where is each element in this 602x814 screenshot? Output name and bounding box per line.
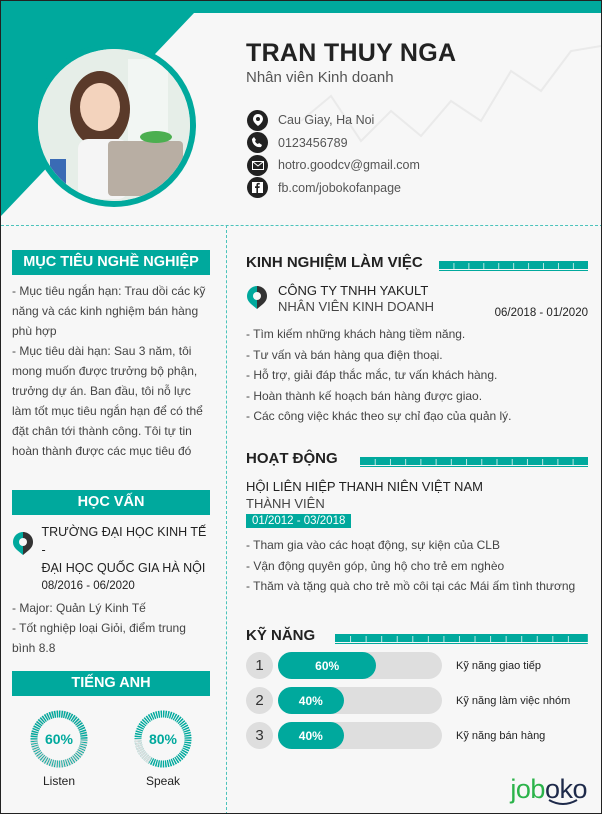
job-position: NHÂN VIÊN KINH DOANH — [278, 299, 435, 314]
column-divider — [226, 225, 227, 814]
skills-heading: KỸ NĂNG — [246, 627, 316, 644]
objective-heading: MỤC TIÊU NGHỀ NGHIỆP — [12, 250, 210, 275]
location-icon — [247, 110, 268, 131]
experience-dates: 06/2018 - 01/2020 — [494, 307, 588, 319]
english-heading: TIẾNG ANH — [12, 671, 210, 696]
objective-text: - Mục tiêu ngắn hạn: Trau dồi các kỹ năng và các kinh nghiệm bán hàng phù hợp - Mục tiêu dài hạn: Sau 3 năm, tôi mong muốn được trưởng bộ phận, trưởng dự án. Ban đầu, tôi nỗ lực làm tốt mục tiêu ngắn hạn để có thể đặt chân tới thành công. Tôi tự tin hoàn thành được các mục tiêu đó — [12, 284, 206, 458]
phone-icon — [247, 132, 268, 153]
avatar-frame — [32, 43, 196, 207]
skills-section — [246, 627, 588, 749]
candidate-name: TRAN THUY NGA — [246, 39, 457, 67]
smile-icon — [543, 799, 583, 807]
experience-bullets: - Tìm kiếm những khách hàng tiềm năng. - Tư vấn và bán hàng qua điện thoại. - Hỗ trợ, giải đáp thắc mắc, tư vấn khách hàng. - Hoàn thành kế hoạch bán hàng được giao. - Các công việc khác theo sự chỉ đạo của quản lý. — [246, 327, 512, 423]
skill-bar: 60% — [278, 652, 442, 679]
experience-heading: KINH NGHIỆM LÀM VIỆC — [246, 254, 423, 271]
avatar — [38, 49, 190, 201]
experience-section — [246, 254, 588, 427]
email-icon — [247, 155, 268, 176]
joboko-logo: joboko — [510, 774, 587, 805]
email-link[interactable]: hotro.goodcv@gmail.com — [278, 158, 420, 173]
activity-dates-badge: 01/2012 - 03/2018 — [246, 514, 351, 528]
activity-bullets: - Tham gia vào các hoạt động, sự kiện của CLB - Vận động quyên góp, ủng hộ cho trẻ em nghèo - Thăm và tặng quà cho trẻ mồ côi tại các Mái ấm tình thương — [246, 538, 576, 593]
skill-row: 3 40% Kỹ năng bán hàng — [246, 722, 588, 749]
education-section — [12, 490, 210, 658]
contact-location: Cau Giay, Ha Noi — [247, 109, 420, 132]
contact-phone: 0123456789 — [247, 132, 420, 155]
contact-email — [247, 154, 420, 177]
activity-org: HỘI LIÊN HIỆP THANH NIÊN VIỆT NAM — [246, 479, 483, 494]
heading-ruler-decoration — [360, 454, 588, 464]
education-entry: TRƯỜNG ĐẠI HỌC KINH TẾ - ĐẠI HỌC QUỐC GIA HÀ NỘI 08/2016 - 06/2020 — [12, 523, 210, 592]
skill-row: 1 60% Kỹ năng giao tiếp — [246, 652, 588, 679]
objective-section — [12, 250, 210, 461]
candidate-title: Nhân viên Kinh doanh — [246, 69, 394, 86]
education-dates: 08/2016 - 06/2020 — [41, 580, 135, 592]
english-skill-rings — [12, 708, 210, 788]
facebook-icon — [247, 177, 268, 198]
activities-heading: HOẠT ĐỘNG — [246, 450, 338, 467]
skill-row: 2 40% Kỹ năng làm việc nhóm — [246, 687, 588, 714]
facebook-link[interactable]: fb.com/jobokofanpage — [278, 180, 402, 195]
skill-bar: 40% — [278, 687, 442, 714]
heading-ruler-decoration — [439, 258, 588, 268]
education-heading: HỌC VẤN — [12, 490, 210, 515]
english-listen: 60% Listen — [28, 708, 90, 788]
english-speak: 80% Speak — [132, 708, 194, 788]
profile-photo-icon — [38, 49, 190, 201]
contact-facebook — [247, 177, 420, 200]
heading-ruler-decoration — [335, 631, 588, 641]
map-pin-icon — [246, 285, 268, 314]
skill-bar: 40% — [278, 722, 442, 749]
header-divider — [1, 225, 602, 226]
contact-list — [247, 109, 420, 199]
map-pin-icon — [12, 531, 35, 592]
activities-section — [246, 450, 588, 597]
skills-list — [246, 652, 588, 749]
activity-role: THÀNH VIÊN — [246, 496, 325, 511]
english-section — [12, 671, 210, 788]
company-name: CÔNG TY TNHH YAKULT — [278, 283, 429, 298]
education-details: - Major: Quản Lý Kinh Tế - Tốt nghiệp loại Giỏi, điểm trung bình 8.8 — [12, 601, 186, 655]
